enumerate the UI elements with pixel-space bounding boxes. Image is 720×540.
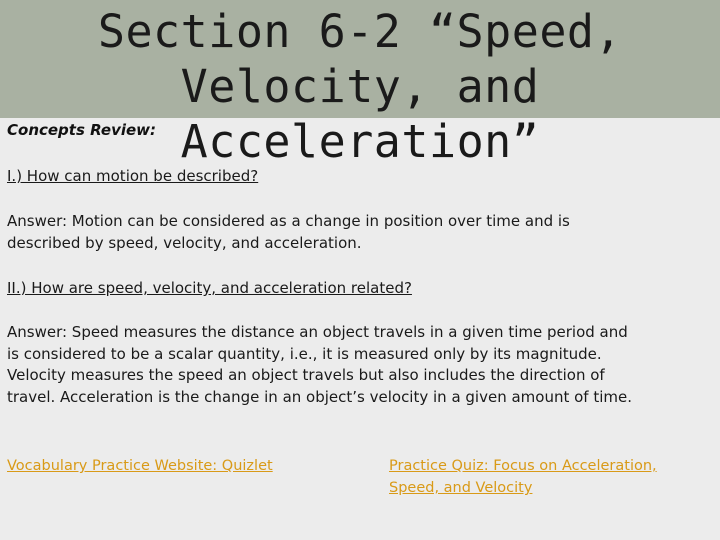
answer-1 (7, 211, 719, 254)
answer-2 (7, 322, 719, 408)
concepts-review-label: Concepts Review: (7, 121, 157, 139)
slide-title-line-2: Velocity, and Acceleration” (180, 60, 540, 168)
answer-1-line-2: described by speed, velocity, and acceleration. (7, 233, 362, 252)
answer-1-line-1: Answer: Motion can be considered as a change in position over time and is (7, 212, 570, 230)
practice-quiz-link-line-1: Practice Quiz: Focus on Acceleration, (389, 458, 657, 474)
slide-title (0, 4, 720, 169)
vocabulary-practice-link[interactable]: Vocabulary Practice Website: Quizlet (7, 458, 273, 474)
answer-2-line-1: Answer: Speed measures the distance an object travels in a given time period and (7, 323, 628, 341)
slide-title-line-1: Section 6-2 “Speed, (97, 5, 623, 58)
question-1: I.) How can motion be described? (7, 167, 259, 185)
answer-2-line-4: travel. Acceleration is the change in an object’s velocity in a given amount of time. (7, 387, 633, 406)
practice-quiz-link-line-2: Speed, and Velocity (389, 480, 533, 496)
answer-2-line-3: Velocity measures the speed an object travels but also includes the direction of (7, 366, 605, 384)
question-2: II.) How are speed, velocity, and acceleration related? (7, 279, 412, 297)
answer-2-line-2: is considered to be a scalar quantity, i.e., it is measured only by its magnitude. (7, 344, 602, 363)
practice-quiz-link[interactable] (389, 455, 709, 499)
